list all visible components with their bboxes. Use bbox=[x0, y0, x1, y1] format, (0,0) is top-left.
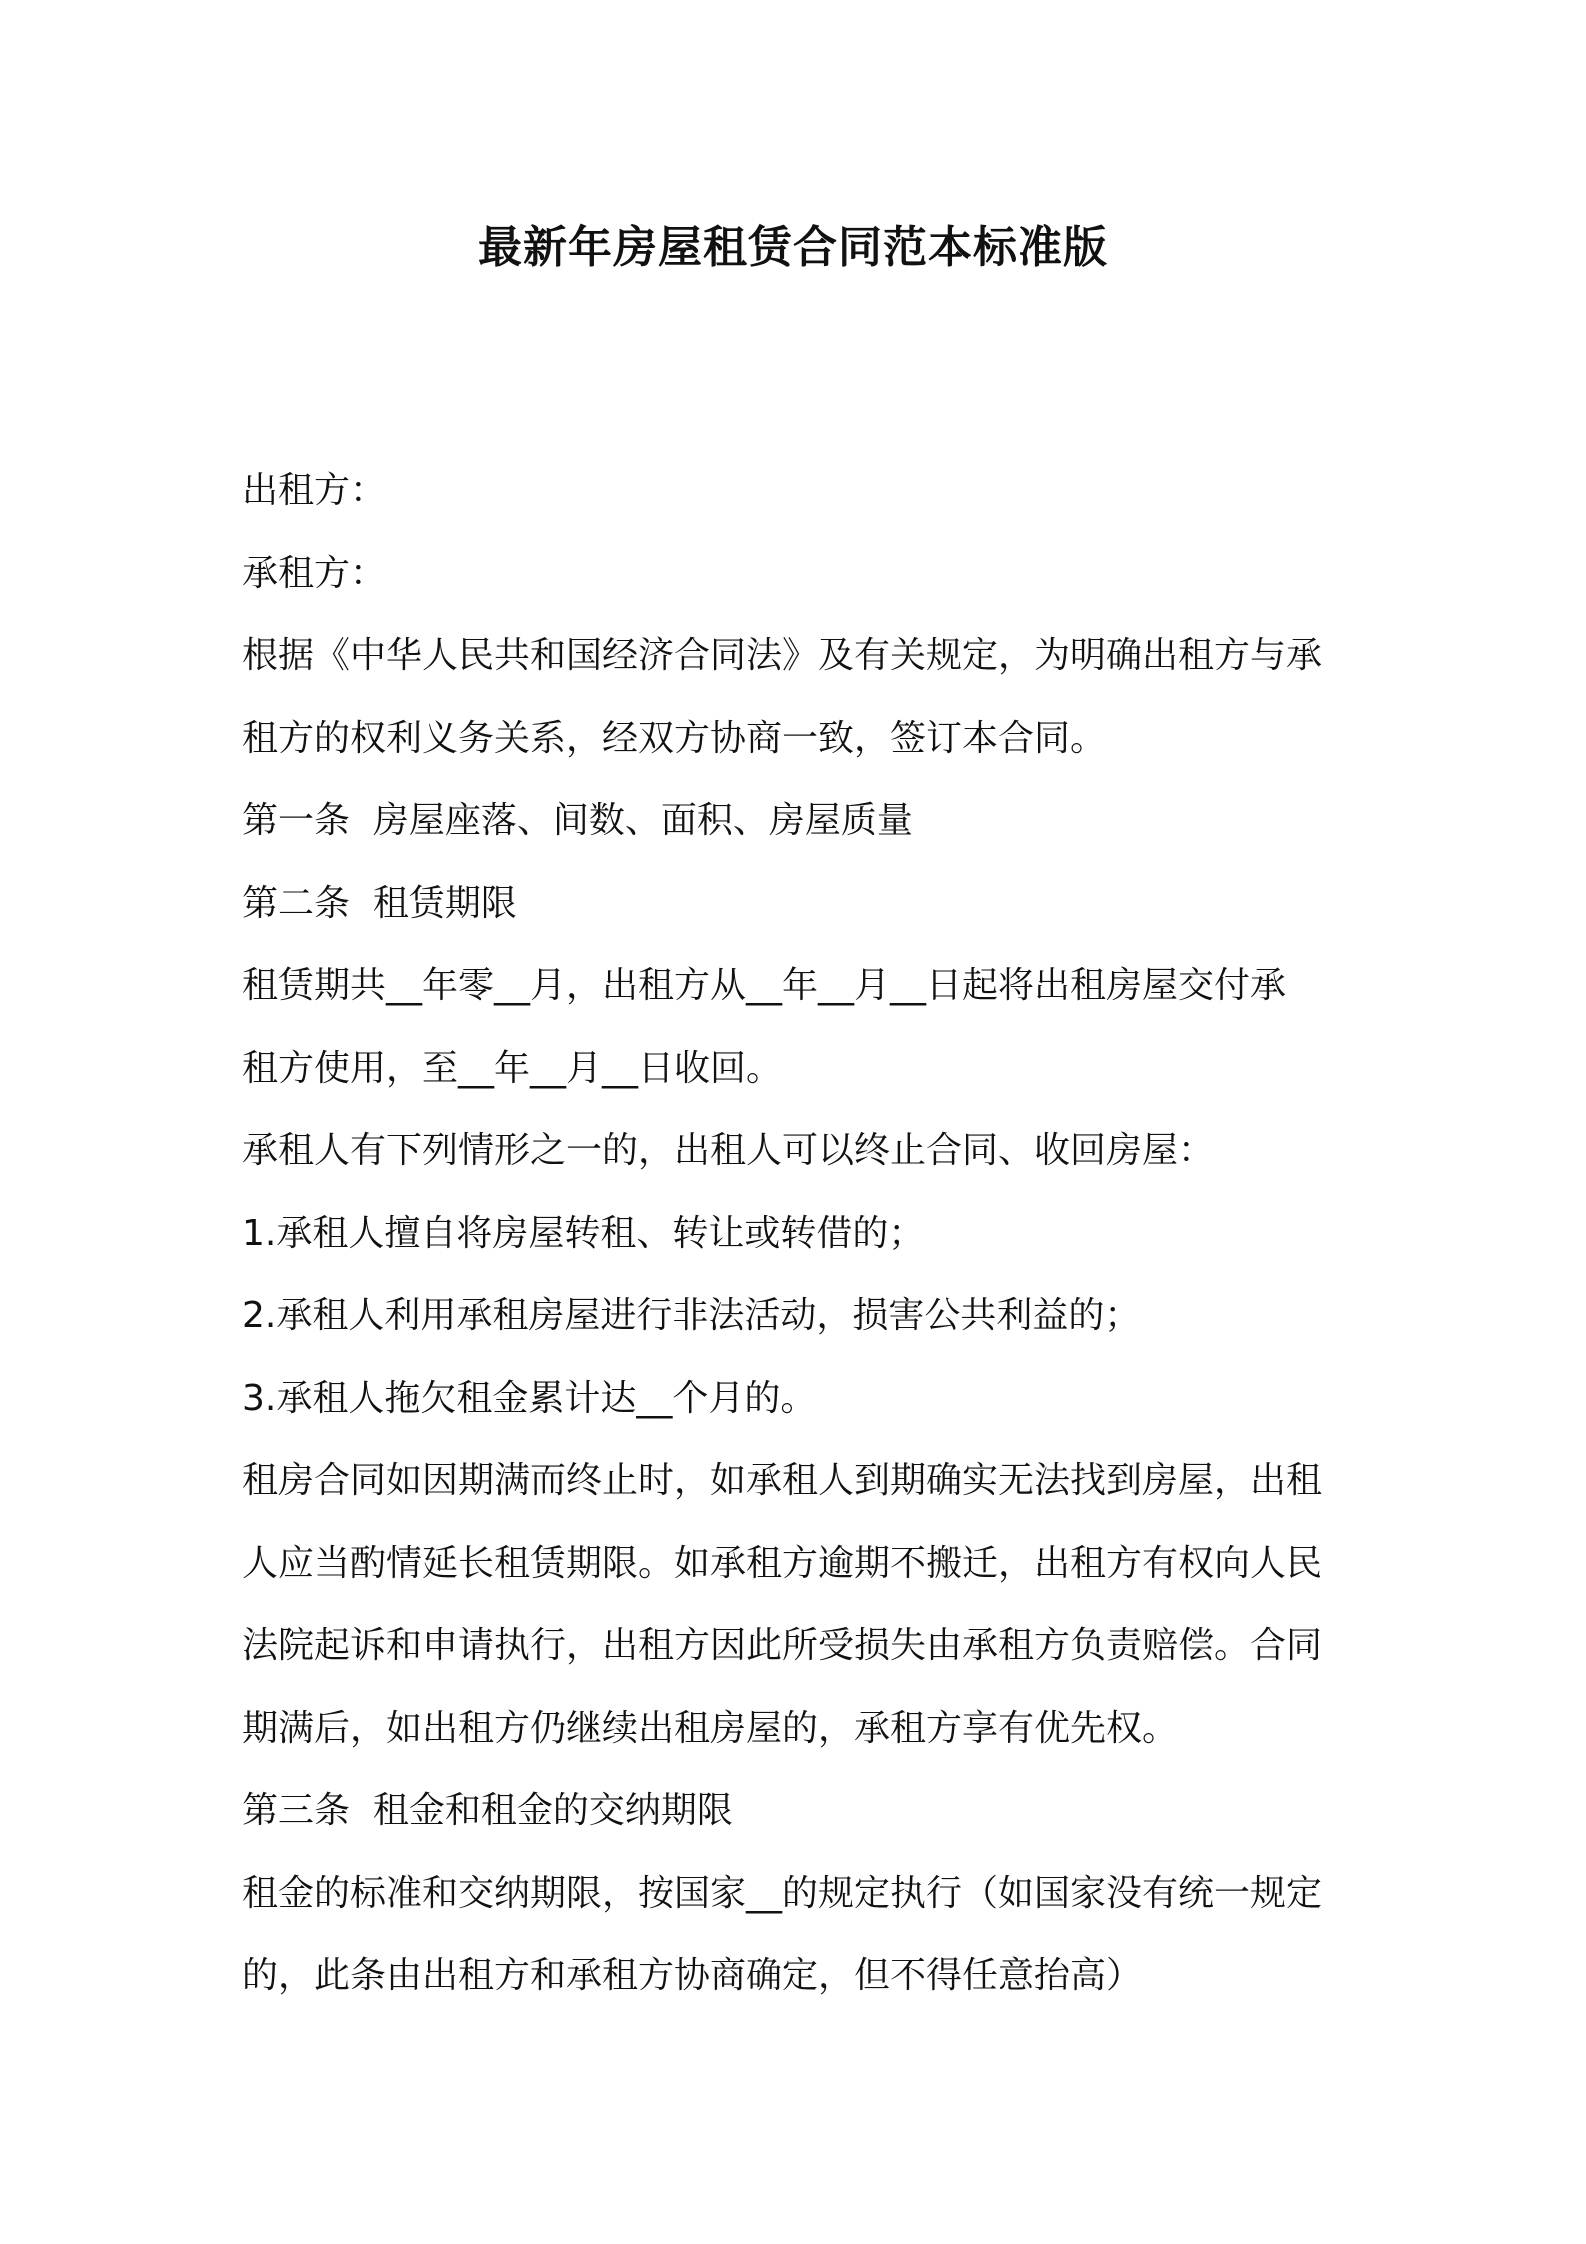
preamble-line-1: 根据《中华人民共和国经济合同法》及有关规定，为明确出租方与承 bbox=[242, 635, 1323, 676]
article-1-heading: 第一条 房屋座落、间数、面积、房屋质量 bbox=[242, 800, 913, 841]
lessee-line: 承租方： bbox=[242, 552, 387, 594]
rent-paragraph-line-1: 租金的标准和交纳期限，按国家__的规定执行（如国家没有统一规定 bbox=[242, 1872, 1323, 1914]
lease-term-line-1: 租赁期共__年零__月，出租方从__年__月__日起将出租房屋交付承 bbox=[242, 965, 1287, 1006]
termination-intro: 承租人有下列情形之一的，出租人可以终止合同、收回房屋： bbox=[242, 1130, 1215, 1171]
article-2-heading: 第二条 租赁期限 bbox=[242, 882, 517, 924]
rent-paragraph-line-2: 的，此条由出租方和承租方协商确定，但不得任意抬高） bbox=[242, 1955, 1143, 1996]
expiry-paragraph-line-1: 租房合同如因期满而终止时，如承租人到期确实无法找到房屋，出租 bbox=[242, 1460, 1323, 1501]
expiry-paragraph-line-3: 法院起诉和申请执行，出租方因此所受损失由承租方负责赔偿。合同 bbox=[242, 1625, 1323, 1666]
lessor-line: 出租方： bbox=[242, 470, 387, 511]
termination-item-2: 2.承租人利用承租房屋进行非法活动，损害公共利益的； bbox=[242, 1295, 1141, 1336]
expiry-paragraph-line-4: 期满后，如出租方仍继续出租房屋的，承租方享有优先权。 bbox=[242, 1707, 1179, 1749]
lease-term-line-2: 租方使用，至__年__月__日收回。 bbox=[242, 1047, 783, 1089]
document-body bbox=[242, 450, 1352, 2018]
article-3-heading: 第三条 租金和租金的交纳期限 bbox=[242, 1790, 733, 1831]
termination-item-1: 1.承租人擅自将房屋转租、转让或转借的； bbox=[242, 1212, 925, 1254]
preamble-line-2: 租方的权利义务关系，经双方协商一致，签订本合同。 bbox=[242, 717, 1107, 759]
expiry-paragraph-line-2: 人应当酌情延长租赁期限。如承租方逾期不搬迁，出租方有权向人民 bbox=[242, 1542, 1323, 1584]
document-title: 最新年房屋租赁合同范本标准版 bbox=[478, 222, 1108, 273]
termination-item-3: 3.承租人拖欠租金累计达__个月的。 bbox=[242, 1377, 817, 1419]
